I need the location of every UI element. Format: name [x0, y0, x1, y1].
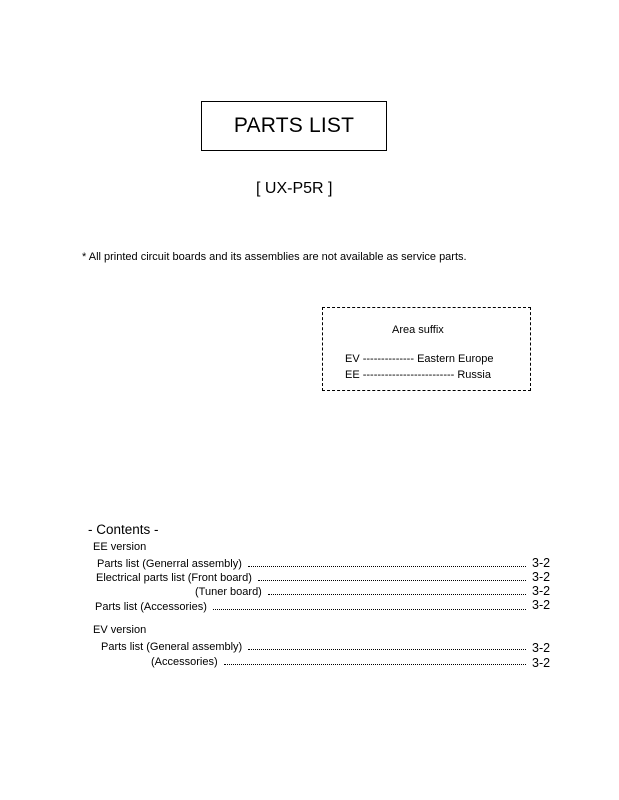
- toc-item-label: (Tuner board): [195, 586, 262, 598]
- toc-row: [195, 584, 526, 598]
- area-suffix-row-ev: EV -------------- Eastern Europe: [345, 353, 494, 365]
- service-note: * All printed circuit boards and its assemblies are not available as service parts.: [82, 251, 467, 263]
- toc-leader-dots: [213, 609, 526, 610]
- toc-item-label: Electrical parts list (Front board): [96, 572, 252, 584]
- toc-item-label: Parts list (Generral assembly): [97, 558, 242, 570]
- ev-version-label: EV version: [93, 624, 147, 636]
- toc-leader-dots: [258, 580, 526, 581]
- toc-page-number: 3-2: [532, 641, 551, 655]
- toc-leader-dots: [224, 664, 526, 665]
- area-suffix-box: [322, 307, 531, 391]
- toc-page-number: 3-2: [532, 598, 551, 612]
- toc-row: [151, 654, 526, 668]
- toc-row: [101, 639, 526, 653]
- toc-row: [96, 570, 526, 584]
- toc-leader-dots: [268, 594, 526, 595]
- toc-page-number: 3-2: [532, 570, 551, 584]
- toc-item-label: Parts list (Accessories): [95, 601, 207, 613]
- ee-version-label: EE version: [93, 541, 147, 553]
- toc-page-number: 3-2: [532, 656, 551, 670]
- toc-row: [97, 556, 526, 570]
- toc-page-number: 3-2: [532, 584, 551, 598]
- area-suffix-title: Area suffix: [392, 324, 444, 336]
- toc-page-number: 3-2: [532, 556, 551, 570]
- toc-row: [95, 599, 526, 613]
- toc-item-label: (Accessories): [151, 656, 218, 668]
- area-suffix-row-ee: EE ------------------------- Russia: [345, 369, 491, 381]
- toc-item-label: Parts list (General assembly): [101, 641, 243, 653]
- toc-leader-dots: [248, 566, 526, 567]
- toc-leader-dots: [248, 649, 526, 650]
- contents-heading: - Contents -: [88, 522, 159, 537]
- parts-list-title: PARTS LIST: [201, 101, 387, 151]
- model-number: [ UX-P5R ]: [256, 180, 333, 197]
